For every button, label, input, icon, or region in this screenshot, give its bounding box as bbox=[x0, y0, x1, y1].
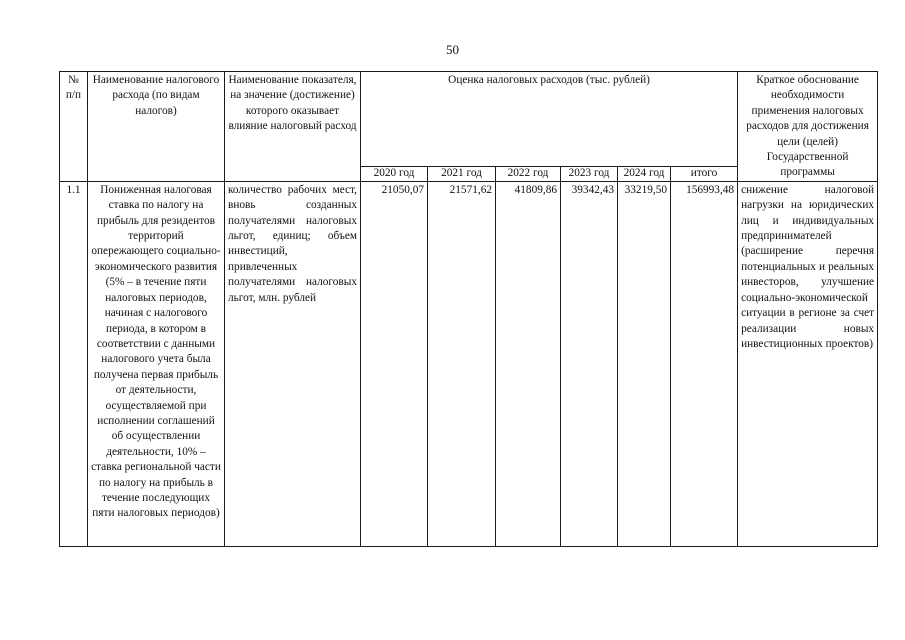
row-justification-cell bbox=[738, 181, 878, 546]
row-indicator-cell bbox=[225, 181, 361, 546]
year-2023: 2023 год bbox=[561, 166, 618, 181]
value-2021: 21571,62 bbox=[428, 181, 496, 546]
header-name: Наименование налогового расхода (по видам налогов) bbox=[88, 72, 225, 182]
header-num: № п/п bbox=[60, 72, 88, 182]
year-2020: 2020 год bbox=[361, 166, 428, 181]
value-2023: 39342,43 bbox=[561, 181, 618, 546]
table-row bbox=[60, 181, 878, 546]
row-name: Пониженная налоговая ставка по налогу на прибыль для резидентов территорий опережающего социально-экономического развития (5% – в течение пяти налоговых периодов, начиная с налогового периода, в котором в соответствии с данными налогового учета была получена первая прибыль от деятельности, осуществляемой при исполнении соглашений об осуществлении деятельности, 10% – ставка региональной части по налогу на прибыль в течение последующих пяти налоговых периодов) bbox=[91, 183, 221, 520]
year-2022: 2022 год bbox=[496, 166, 561, 181]
year-total: итого bbox=[671, 166, 738, 181]
header-justification: Краткое обоснование необходимости применения налоговых расходов для достижения цели (целей) Государственной программы bbox=[738, 72, 878, 182]
header-estimate: Оценка налоговых расходов (тыс. рублей) bbox=[361, 72, 738, 167]
tax-expenditure-table bbox=[59, 71, 878, 547]
header-row bbox=[60, 72, 878, 167]
year-2021: 2021 год bbox=[428, 166, 496, 181]
year-2024: 2024 год bbox=[618, 166, 671, 181]
page-number: 50 bbox=[446, 42, 459, 57]
row-indicator: количество рабочих мест, вновь созданных получателями налоговых льгот, единиц; объем инвестиций, привлеченных получателями налоговых льгот, млн. рублей bbox=[228, 183, 357, 304]
row-justification: снижение налоговой нагрузки на юридических лиц и индивидуальных предпринимателей (расширение перечня потенциальных и реальных инвесторов, улучшение социально-экономической ситуации в регионе за счет реализации новых инвестиционных проектов) bbox=[741, 183, 875, 350]
value-2024: 33219,50 bbox=[618, 181, 671, 546]
row-num: 1.1 bbox=[60, 181, 88, 546]
header-indicator: Наименование показателя, на значение (достижение) которого оказывает влияние налоговый расход bbox=[225, 72, 361, 182]
value-2022: 41809,86 bbox=[496, 181, 561, 546]
row-name-cell bbox=[88, 181, 225, 546]
value-2020: 21050,07 bbox=[361, 181, 428, 546]
value-total: 156993,48 bbox=[671, 181, 738, 546]
